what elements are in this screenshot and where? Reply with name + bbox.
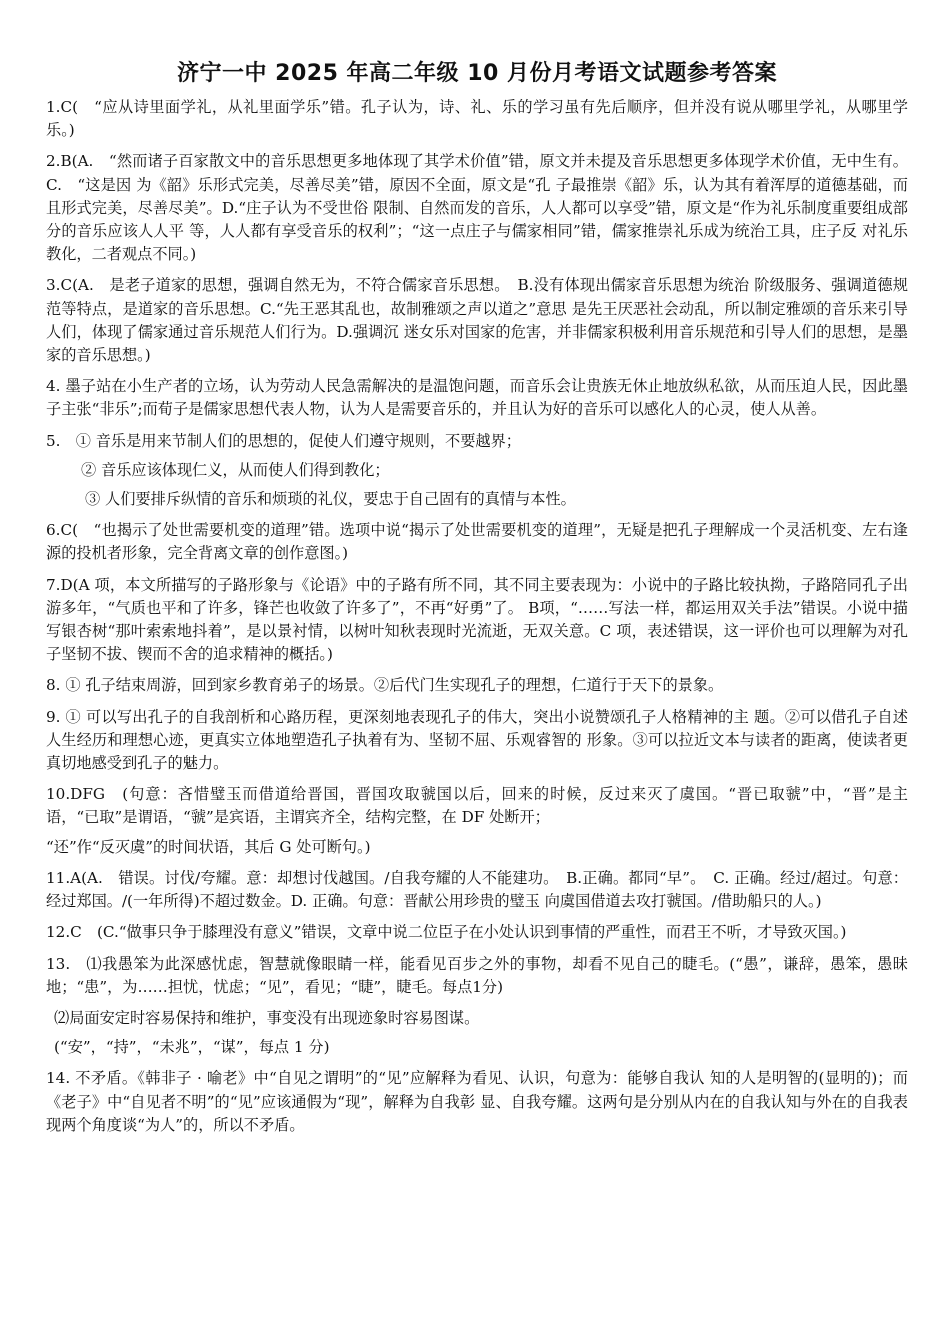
- answer-12: 12.C (C.“做事只争于膝理没有意义”错误，文章中说二位臣子在小处认识到事情的严重性，而君王不听，才导致灭国。): [46, 923, 847, 942]
- answer-5-lead: 5.: [46, 431, 76, 450]
- answer-6: 6.C( “也揭示了处世需要机变的道理”错。选项中说“揭示了处世需要机变的道理”，无疑是把孔子理解成一个灵活机变、左右逢源的投机者形象，完全背离文章的创作意图。): [46, 521, 908, 563]
- answer-13-part-1: 13. ⑴我愚笨为此深感忧虑，智慧就像眼睛一样，能看见百步之外的事物，却看不见自己的睫毛。(“愚”，谦辞，愚笨，愚昧地；“患”，为……担忧，忧虑；“见”，看见；“睫”，睫毛。每点1分): [46, 954, 908, 996]
- answer-5-point: ① 音乐是用来节制人们的思想的，促使人们遵守规则，不要越界；: [75, 431, 521, 450]
- answer-4: 4. 墨子站在小生产者的立场，认为劳动人民急需解决的是温饱问题，而音乐会让贵族无休止地放纵私欲，从而压迫人民，因此墨子主张“非乐”;而荀子是儒家思想代表人物，认为人是需要音乐的，并且认为好的音乐可以感化人的心灵，使人从善。: [46, 377, 908, 419]
- answer-10-continued: “还”作“反灭虞”的时间状语，其后 G 处可断句。): [46, 837, 371, 856]
- answer-5-item-2: ② 音乐应该体现仁义，从而使人们得到教化；: [81, 460, 390, 479]
- page-title: 济宁一中 2025 年高二年级 10 月份月考语文试题参考答案: [177, 61, 777, 86]
- answer-13-part-2: ⑵局面安定时容易保持和维护，事变没有出现迹象时容易图谋。: [54, 1008, 480, 1027]
- answer-8: 8. ① 孔子结束周游，回到家乡教育弟子的场景。②后代门生实现孔子的理想，仁道行于天下的景象。: [46, 676, 724, 695]
- answer-2: 2.B(A. “然而诸子百家散文中的音乐思想更多地体现了其学术价值”错，原文并未提及音乐思想更多体现学术价值，无中生有。C. “这是因 为《韶》乐形式完美，尽善尽美”错，原因不全面，原文是“孔 子最推崇《韶》乐，认为其有着浑厚的道德基础，而且形式完美，尽善尽美”。D.“庄子认为不受世俗 限制、自然而发的音乐，人人都可以享受”错，原文是“作为礼乐制度重要组成部分的音乐应该人人平 等，人人都有享受音乐的权利”；“这一点庄子与儒家相同”错，儒家推崇礼乐成为统治工具，庄子反 对礼乐教化，二者观点不同。): [46, 152, 908, 264]
- answer-9: 9. ① 可以写出孔子的自我剖析和心路历程，更深刻地表现孔子的伟大，突出小说赞颂孔子人格精神的主 题。②可以借孔子自述人生经历和理想心迹，更真实立体地塑造孔子执着有为、坚韧不屈、乐观睿智的 形象。③可以拉近文本与读者的距离，使读者更真切地感受到孔子的魅力。: [46, 707, 908, 773]
- answer-3: 3.C(A. 是老子道家的思想，强调自然无为，不符合儒家音乐思想。 B.没有体现出儒家音乐思想为统治 阶级服务、强调道德规范等特点，是道家的音乐思想。C.“先王恶其乱也，故制雅颂之声以道之”意思 是先王厌恶社会动乱，所以制定雅颂的音乐来引导人们，体现了儒家通过音乐规范人们行为。D.强调沉 迷女乐对国家的危害，并非儒家积极利用音乐规范和引导人们的思想，是墨家的音乐思想。): [46, 276, 908, 365]
- answer-5-item-1: [46, 430, 908, 453]
- answer-11: 11.A(A. 错误。讨伐/夸耀。意：却想讨伐越国。/自我夸耀的人不能建功。 B.正确。都同“早”。 C. 正确。经过/超过。句意：经过郑国。/(一年所得)不超过数金。D. 正确。句意：晋献公用珍贵的璧玉 向虞国借道去攻打虢国。/借助船只的人。): [46, 868, 908, 911]
- answer-1: 1.C( “应从诗里面学礼，从礼里面学乐”错。孔子认为，诗、礼、乐的学习虽有先后顺序，但并没有说从哪里学礼，从哪里学乐。): [46, 98, 908, 140]
- answer-13-part-2-score: (“安”，“持”，“未兆”，“谋”，每点 1 分): [54, 1038, 330, 1057]
- answer-14: 14. 不矛盾。《韩非子 · 喻老》中“自见之谓明”的“见”应解释为看见、认识，句意为：能够自我认 知的人是明智的(显明的)；而《老子》中“自见者不明”的“见”应该通假为“现”，解释为自我彰 显、自我夸耀。这两句是分别从内在的自我认知与外在的自我表现两个角度谈“为人”的，所以不矛盾。: [46, 1069, 908, 1134]
- answer-5-item-3: ③ 人们要排斥纵情的音乐和烦琐的礼仪，要忠于自己固有的真情与本性。: [85, 490, 576, 509]
- answer-7: 7.D(A 项，本文所描写的子路形象与《论语》中的子路有所不同，其不同主要表现为：小说中的子路比较执拗，子路陪同孔子出游多年，“气质也平和了许多，锋芒也收敛了许多了”，不再“好勇”了。 B项，“……写法一样，都运用双关手法”错误。小说中描写银杏树“那叶索索地抖着”，是以景衬情，以树叶知秋表现时光流逝，无双关意。C 项，表述错误，这一评价也可以理解为对孔子坚韧不拔、锲而不舍的追求精神的概括。): [46, 575, 908, 664]
- answer-10: 10.DFG (句意：吝惜璧玉而借道给晋国，晋国攻取虢国以后，回来的时候，反过来灭了虞国。“晋已取虢”中，“晋”是主语，“已取”是谓语，“虢”是宾语，主谓宾齐全，结构完整，在 DF 处断开；: [46, 785, 908, 827]
